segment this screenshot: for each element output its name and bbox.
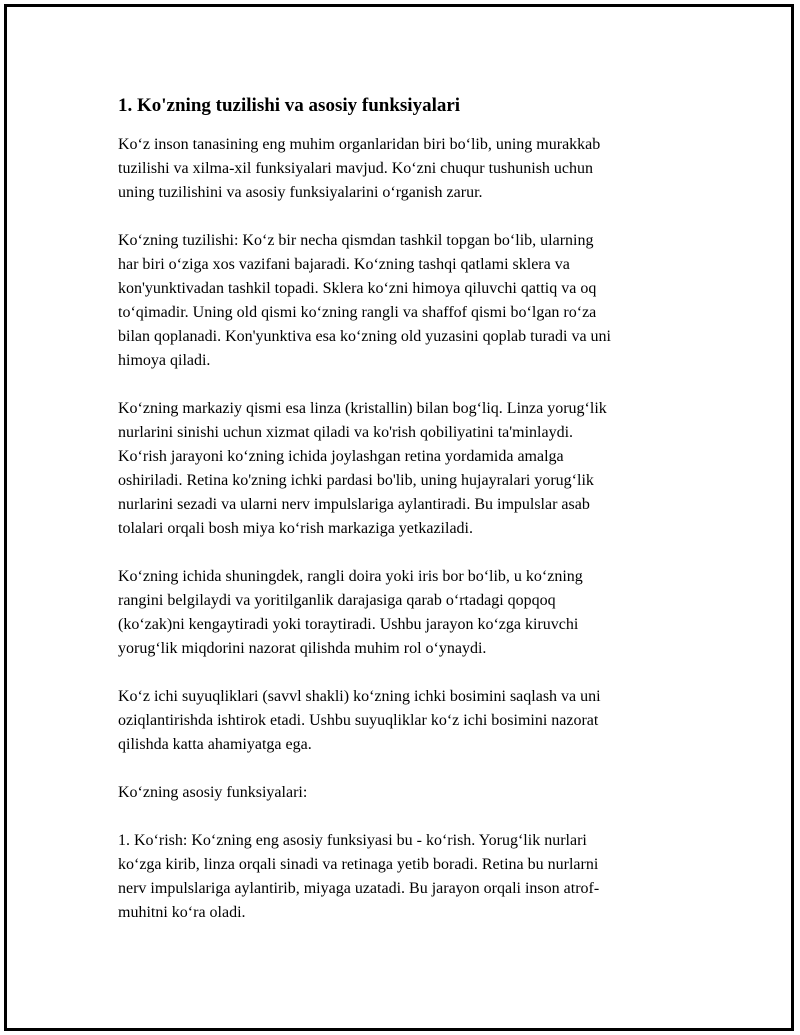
paragraph-vision: [118, 829, 688, 925]
paragraph-functions-heading: [118, 781, 688, 805]
text-line: tolalari orqali bosh miya ko‘rish markaziga yetkaziladi.: [118, 520, 473, 537]
text-line: oziqlantirishda ishtirok etadi. Ushbu suyuqliklar ko‘z ichi bosimini nazorat: [118, 712, 599, 729]
paragraph-intro: [118, 133, 688, 205]
text-line: nurlarini sezadi va ularni nerv impulslariga aylantiradi. Bu impulslar asab: [118, 496, 590, 513]
section-title: 1. Ko'zning tuzilishi va asosiy funksiyalari: [118, 95, 461, 116]
text-line: nurlarini sinishi uchun xizmat qiladi va ko'rish qobiliyatini ta'minlaydi.: [118, 424, 574, 441]
text-line: himoya qiladi.: [118, 352, 211, 369]
text-line: Ko‘zning ichida shuningdek, rangli doira yoki iris bor bo‘lib, u ko‘zning: [118, 568, 583, 585]
text-line: rangini belgilaydi va yoritilganlik darajasiga qarab o‘rtadagi qopqoq: [118, 592, 556, 609]
text-line: Ko‘z ichi suyuqliklari (savvl shakli) ko‘zning ichki bosimini saqlash va uni: [118, 688, 601, 705]
paragraph-structure: [118, 229, 688, 373]
paragraph-lens-retina: [118, 397, 688, 541]
text-line: Ko‘rish jarayoni ko‘zning ichida joylashgan retina yordamida amalga: [118, 448, 564, 465]
paragraph-iris: [118, 565, 688, 661]
text-line: Ko‘zning tuzilishi: Ko‘z bir necha qismdan tashkil topgan bo‘lib, ularning: [118, 232, 594, 249]
text-line: muhitni ko‘ra oladi.: [118, 904, 246, 921]
text-line: uning tuzilishini va asosiy funksiyalarini o‘rganish zarur.: [118, 184, 483, 201]
text-line: yorug‘lik miqdorini nazorat qilishda muhim rol o‘ynaydi.: [118, 640, 487, 657]
text-line: har biri o‘ziga xos vazifani bajaradi. Ko‘zning tashqi qatlami sklera va: [118, 256, 570, 273]
text-line: kon'yunktivadan tashkil topadi. Sklera ko‘zni himoya qiluvchi qattiq va oq: [118, 280, 597, 297]
text-line: ko‘zga kirib, linza orqali sinadi va retinaga yetib boradi. Retina bu nurlarni: [118, 856, 599, 873]
text-line: Ko‘zning markaziy qismi esa linza (kristallin) bilan bog‘liq. Linza yorug‘lik: [118, 400, 607, 417]
text-line: oshiriladi. Retina ko'zning ichki pardasi bo'lib, uning hujayralari yorug‘lik: [118, 472, 594, 489]
text-line: Ko‘zning asosiy funksiyalari:: [118, 784, 308, 801]
text-line: qilishda katta ahamiyatga ega.: [118, 736, 312, 753]
document-body: [118, 93, 688, 949]
paragraph-fluids: [118, 685, 688, 757]
text-line: Ko‘z inson tanasining eng muhim organlaridan biri bo‘lib, uning murakkab: [118, 136, 601, 153]
text-line: tuzilishi va xilma-xil funksiyalari mavjud. Ko‘zni chuqur tushunish uchun: [118, 160, 594, 177]
text-line: bilan qoplanadi. Kon'yunktiva esa ko‘zning old yuzasini qoplab turadi va uni: [118, 328, 611, 345]
text-line: 1. Ko‘rish: Ko‘zning eng asosiy funksiyasi bu - ko‘rish. Yorug‘lik nurlari: [118, 832, 587, 849]
text-line: to‘qimadir. Uning old qismi ko‘zning rangli va shaffof qismi bo‘lgan ro‘za: [118, 304, 597, 321]
text-line: nerv impulslariga aylantirib, miyaga uzatadi. Bu jarayon orqali inson atrof-: [118, 880, 600, 897]
text-line: (ko‘zak)ni kengaytiradi yoki toraytiradi. Ushbu jarayon ko‘zga kiruvchi: [118, 616, 579, 633]
